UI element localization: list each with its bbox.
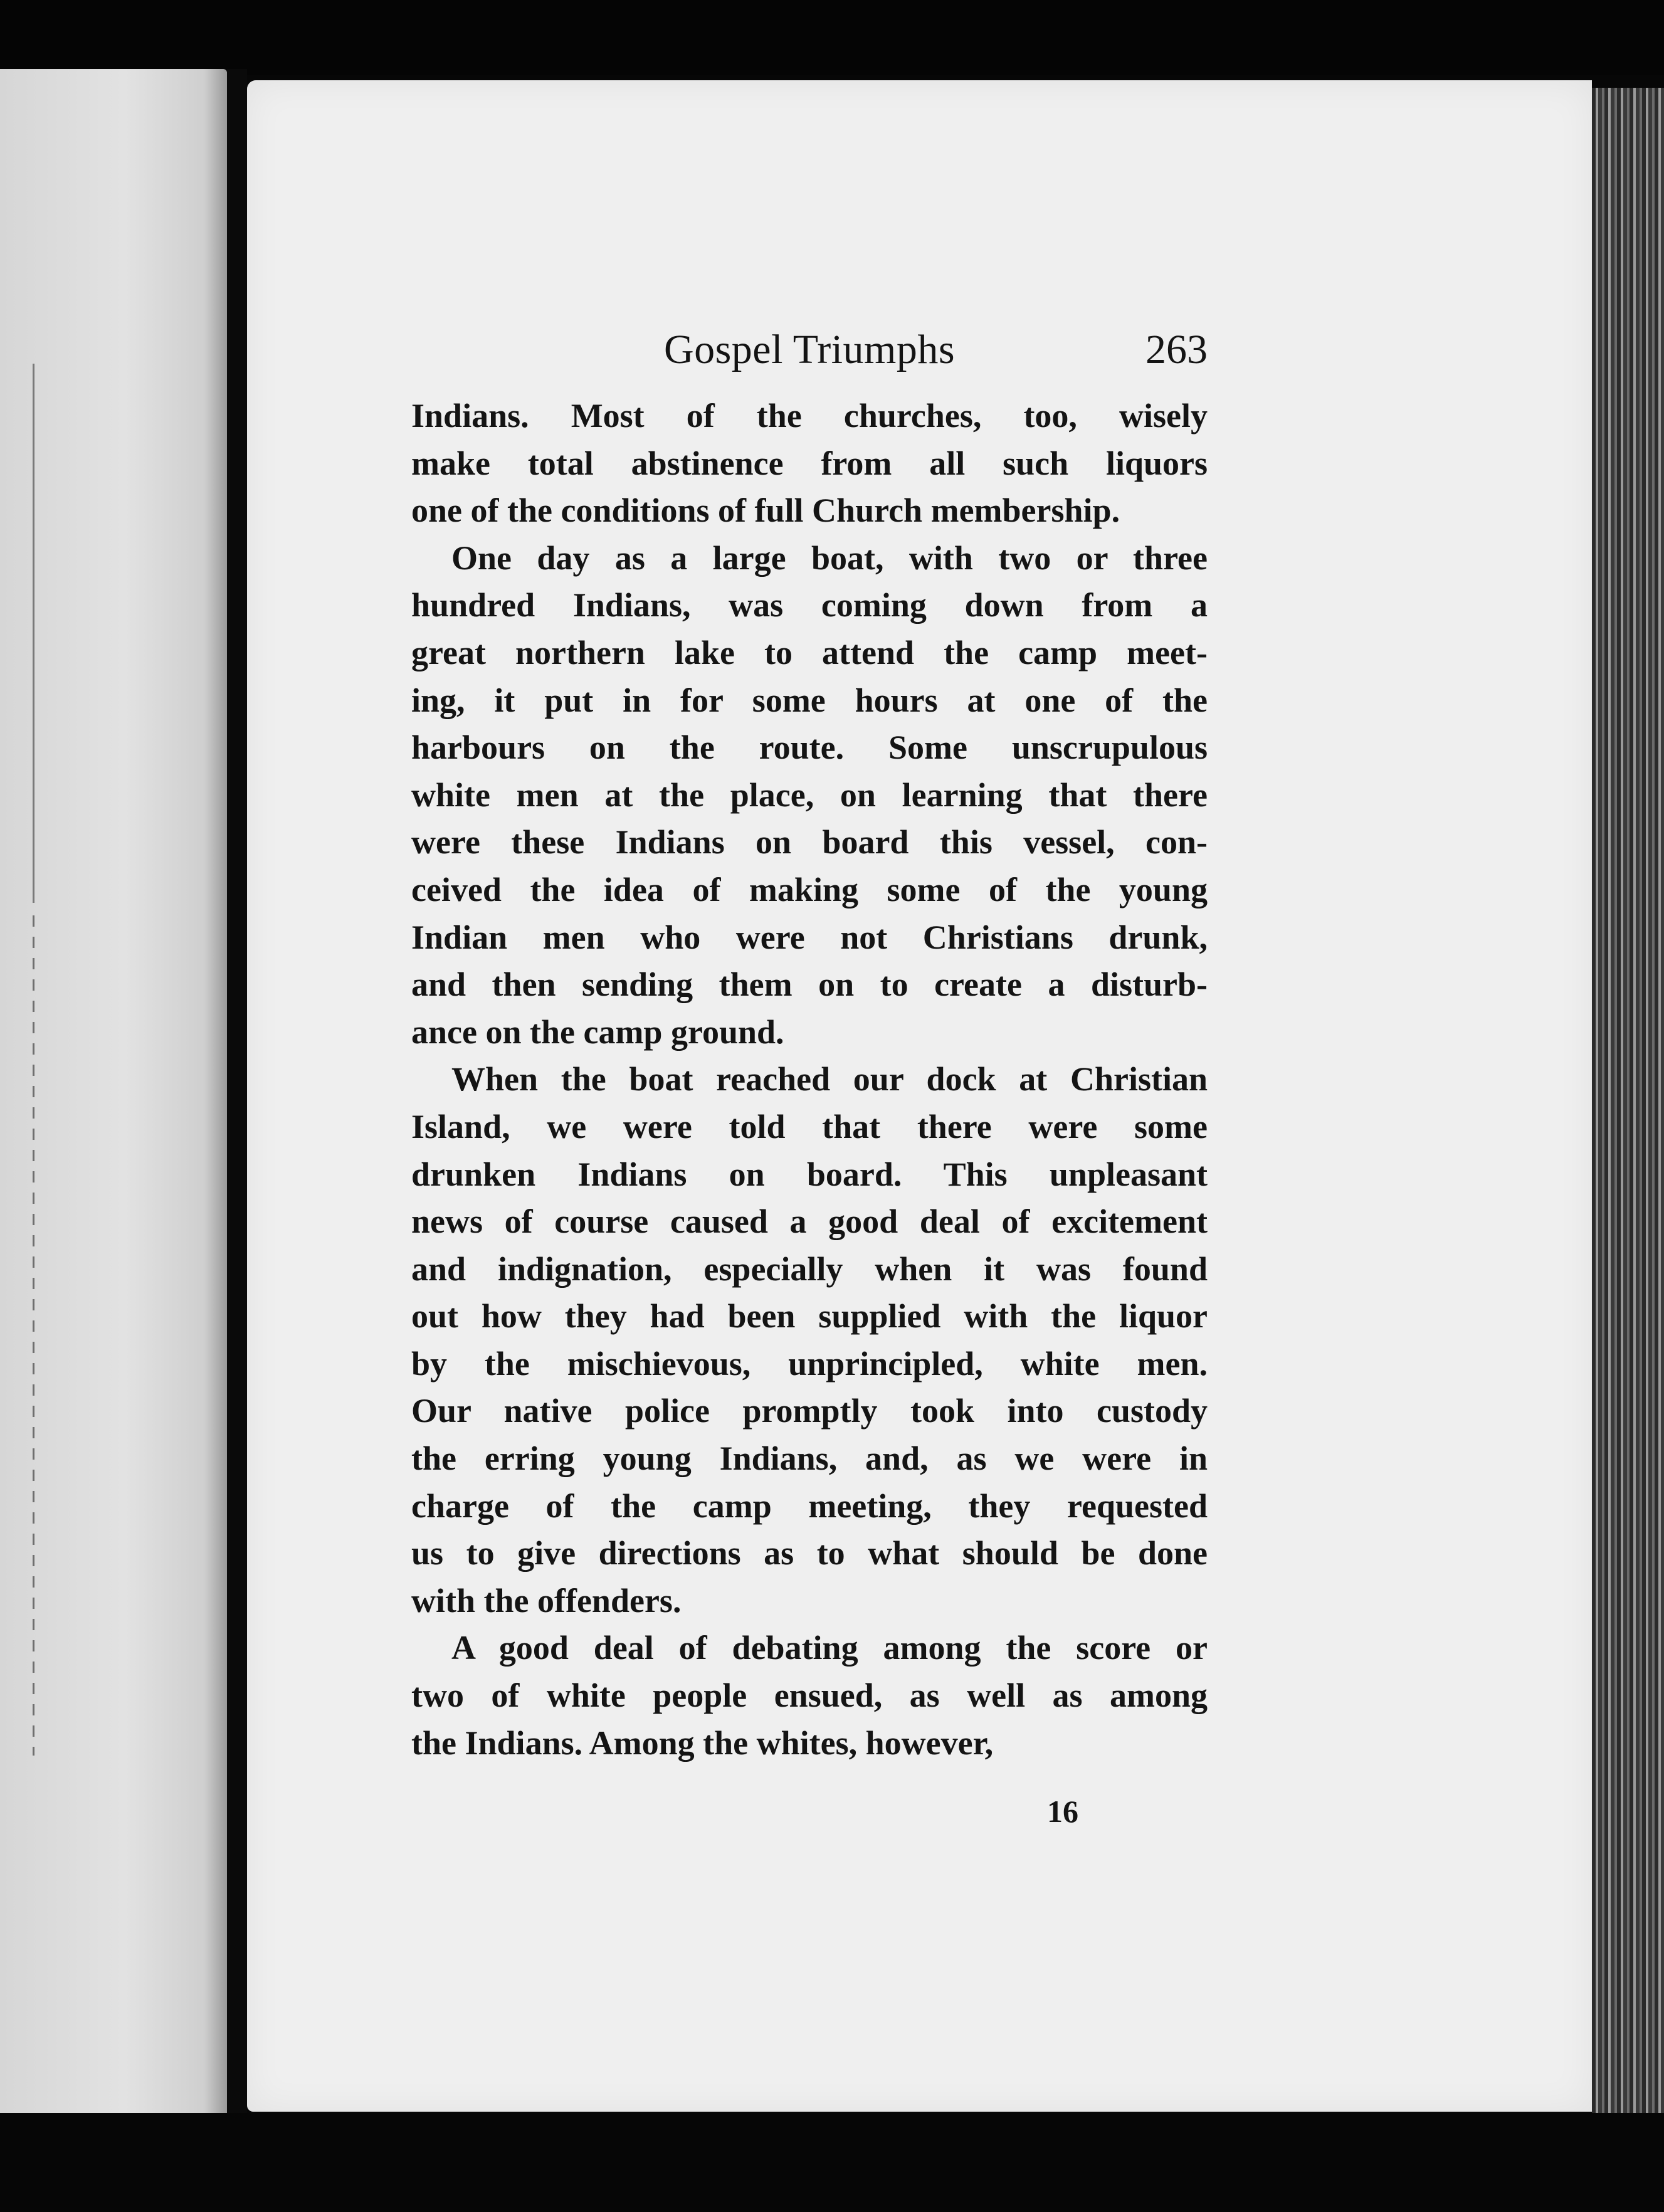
scan-top-border [0,0,1664,75]
text-line: Our native police promptly took into custody [411,1392,1208,1430]
text-line: and then sending them on to create a disturb- [411,966,1208,1004]
text-line: Indian men who were not Christians drunk, [411,918,1208,956]
text-line: were these Indians on board this vessel, con- [411,823,1208,861]
text-line: hundred Indians, was coming down from a [411,586,1208,624]
text-line: news of course caused a good deal of excitement [411,1203,1208,1241]
text-line: by the mischievous, unprincipled, white men. [411,1344,1208,1382]
page-stack-edge [1592,88,1664,2144]
paragraph [411,392,1208,535]
text-line: white men at the place, on learning that there [411,776,1208,814]
text-line: the erring young Indians, and, as we were in [411,1440,1208,1478]
text-line: make total abstinence from all such liquors [411,444,1208,482]
text-line: A good deal of debating among the score or [451,1629,1208,1667]
text-line: Island, we were told that there were some [411,1107,1208,1146]
text-line: drunken Indians on board. This unpleasant [411,1155,1208,1193]
paragraph [411,1056,1208,1625]
text-line: one of the conditions of full Church membership. [411,492,1120,530]
scan-bottom-border [0,2113,1664,2212]
page-number: 263 [1145,327,1208,372]
text-line: two of white people ensued, as well as among [411,1677,1208,1715]
book-gutter [227,69,247,2132]
text-block [411,301,1208,1767]
paragraph [411,1625,1208,1767]
text-line: great northern lake to attend the camp meet- [411,633,1208,672]
text-line: charge of the camp meeting, they requested [411,1487,1208,1525]
signature-mark: 16 [1047,1794,1078,1829]
facing-page-rule [33,364,34,903]
facing-page-rule-dashed [33,915,34,1756]
running-head-title: Gospel Triumphs [663,327,956,372]
body-text [411,392,1208,1767]
text-line: When the boat reached our dock at Christian [451,1060,1208,1098]
text-line: us to give directions as to what should be done [411,1534,1208,1572]
running-head [411,301,1208,370]
text-line: harbours on the route. Some unscrupulous [411,729,1208,767]
text-line: the Indians. Among the whites, however, [411,1724,994,1762]
text-line: ance on the camp ground. [411,1013,784,1051]
text-line: out how they had been supplied with the liquor [411,1297,1208,1335]
text-line: Indians. Most of the churches, too, wisely [411,397,1208,434]
text-line: One day as a large boat, with two or three [451,539,1208,577]
text-line: ing, it put in for some hours at one of the [411,681,1208,719]
text-line: ceived the idea of making some of the young [411,870,1208,908]
text-line: with the offenders. [411,1581,682,1620]
paragraph [411,535,1208,1056]
text-line: and indignation, especially when it was found [411,1250,1208,1288]
facing-page-edge [0,69,227,2113]
